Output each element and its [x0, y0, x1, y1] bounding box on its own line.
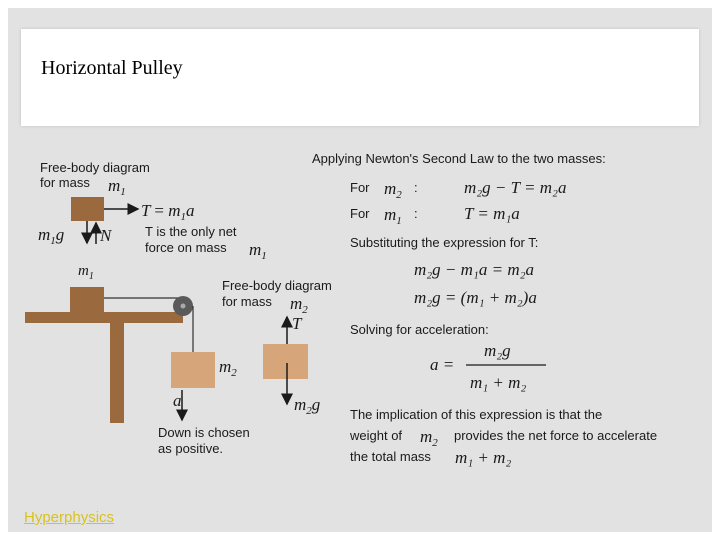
for-m1-mass: $m_1$ — [384, 205, 402, 227]
acceleration-lhs: a = — [430, 355, 455, 374]
for-m2-label: For — [350, 180, 370, 195]
substitution-equation-2: m₂g = (m₁ + m₂)a — [414, 288, 537, 307]
acceleration-denominator: m₁ + m₂ — [470, 373, 527, 392]
for-m2-colon: : — [414, 180, 418, 195]
fbd2-caption-line1: Free-body diagram — [222, 278, 332, 293]
fbd1-caption-line1: Free-body diagram — [40, 160, 150, 175]
solving-label: Solving for acceleration: — [350, 322, 489, 337]
for-m2-mass: $m_2$ — [384, 179, 402, 201]
hanging-m2-label: $m_2$ — [219, 357, 237, 379]
fbd1-normal-label: N — [100, 226, 112, 245]
fbd1-weight-label: $m_1g$ — [38, 225, 65, 247]
net-force-m1-label: $m_1$ — [249, 240, 267, 262]
implication-line1: The implication of this expression is that the — [350, 407, 603, 422]
down-note-line2: as positive. — [158, 441, 224, 456]
net-force-note-line2: force on mass — [145, 240, 227, 255]
implication-m2: $m_2$ — [420, 427, 438, 449]
fbd1-tension-eq: $T = m_1a$ — [141, 201, 195, 223]
equation-m1: T = m₁a — [464, 204, 520, 223]
table-top — [25, 312, 183, 323]
table-leg — [110, 323, 124, 423]
pulley-axle — [181, 304, 186, 309]
table-m1-label: $m_1$ — [78, 263, 94, 282]
fbd2-block-m2 — [263, 344, 308, 379]
implication-line2-start: weight of — [350, 428, 403, 443]
net-force-note-line1: T is the only net — [145, 224, 237, 239]
for-m1-colon: : — [414, 206, 418, 221]
for-m1-label: For — [350, 206, 370, 221]
implication-line3: the total mass — [350, 449, 431, 464]
substitution-equation-1: m₂g − m₁a = m₂a — [414, 260, 535, 279]
implication-line2-end: provides the net force to accelerate — [454, 428, 658, 443]
down-note-line1: Down is chosen — [158, 425, 250, 440]
hyperphysics-link[interactable]: Hyperphysics — [24, 509, 115, 526]
slide-title: Horizontal Pulley — [41, 57, 183, 79]
fbd2-caption-line2: for mass — [222, 294, 272, 309]
equation-m2: m₂g − T = m₂a — [464, 178, 567, 197]
implication-total-mass: m₁ + m₂ — [455, 448, 512, 467]
acceleration-numerator: m₂g — [484, 341, 511, 360]
fbd2-tension-label: T — [292, 314, 302, 333]
table-block-m1 — [70, 287, 104, 312]
fbd2-m2-label: $m_2$ — [290, 294, 308, 316]
fbd1-block-m1 — [71, 197, 104, 221]
fbd1-caption-line2: for mass — [40, 175, 90, 190]
hanging-block-m2 — [171, 352, 215, 388]
fbd1-m1-label: $m_1$ — [108, 176, 126, 198]
fbd2-weight-label: $m_2g$ — [294, 395, 321, 417]
substituting-label: Substituting the expression for T: — [350, 235, 539, 250]
acceleration-label: a — [173, 391, 182, 410]
newton-heading: Applying Newton's Second Law to the two masses: — [312, 151, 606, 166]
